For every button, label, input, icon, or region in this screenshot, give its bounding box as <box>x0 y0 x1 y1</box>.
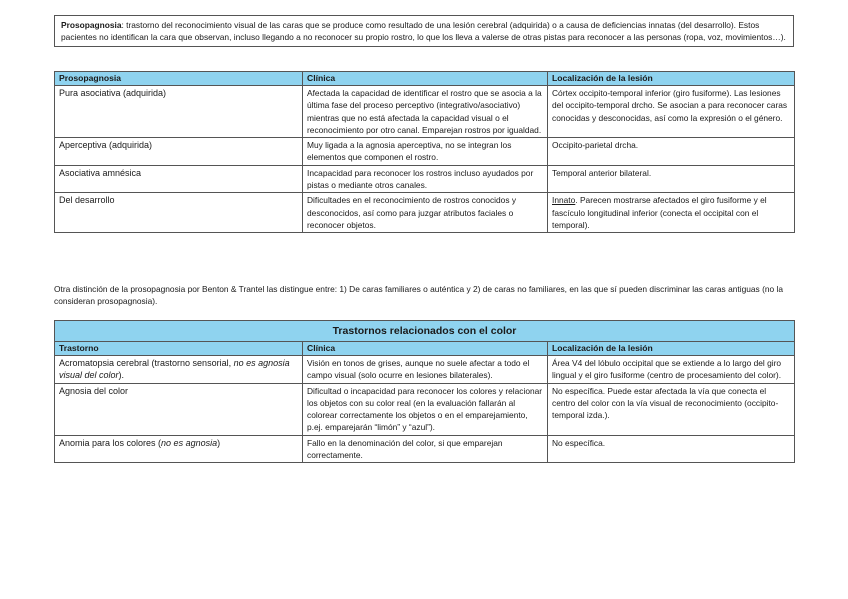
table-row <box>55 356 795 384</box>
table-row <box>55 165 795 193</box>
row-lesion <box>548 193 795 233</box>
lesion-text: . Parecen mostrarse afectados el giro fusiforme y el fascículo longitudinal inferior (conecta el occipital con el temporal). <box>552 195 767 230</box>
row-clinica: Dificultades en el reconocimiento de rostros conocidos y desconocidos, así como para juzgar atributos faciales o reconocer objetos. <box>303 193 548 233</box>
lesion-underlined: Innato <box>552 195 576 206</box>
table-header-row <box>55 72 795 86</box>
header-clinica: Clínica <box>303 72 548 86</box>
table-row <box>55 383 795 435</box>
row-type <box>55 435 303 463</box>
type-end: ). <box>118 370 125 381</box>
row-lesion: No específica. <box>548 435 795 463</box>
row-clinica: Incapacidad para reconocer los rostros incluso ayudados por pistas o mediante otros canales. <box>303 165 548 193</box>
color-disorders-table <box>54 320 795 463</box>
table-row <box>55 86 795 138</box>
table-title-row <box>55 321 795 342</box>
type-text: Acromatopsia cerebral (trastorno sensorial, <box>59 358 234 368</box>
header-prosopagnosia: Prosopagnosia <box>55 72 303 86</box>
header-trastorno: Trastorno <box>55 342 303 356</box>
header-lesion: Localización de la lesión <box>548 342 795 356</box>
definition-term: Prosopagnosia <box>61 20 122 30</box>
row-type: Aperceptiva (adquirida) <box>55 138 303 166</box>
definition-text: : trastorno del reconocimiento visual de las caras que se produce como resultado de una lesión cerebral (adquirida) o a causa de deficiencias innatas (del desarrollo). Estos pacientes no identifican la cara que observan, incluso llegando a no reconocer su propio rostro, lo que los lleva a valerse de otras pistas para reconocer a las personas (ropa, voz, movimientos…). <box>61 20 786 42</box>
header-lesion: Localización de la lesión <box>548 72 795 86</box>
table-header-row <box>55 342 795 356</box>
row-clinica: Visión en tonos de grises, aunque no suele afectar a todo el campo visual (solo ocurre en lesiones bilaterales). <box>303 356 548 384</box>
table-row <box>55 138 795 166</box>
row-type: Agnosia del color <box>55 383 303 435</box>
table-row <box>55 193 795 233</box>
row-lesion: Occipito-parietal drcha. <box>548 138 795 166</box>
table-row <box>55 435 795 463</box>
row-clinica: Dificultad o incapacidad para reconocer los colores y relacionar los objetos con su color real (en la evaluación fallarán al colorear correctamente los objetos o en el emparejamiento, p.ej. emparejarán “limón” y “azul”). <box>303 383 548 435</box>
row-clinica: Afectada la capacidad de identificar el rostro que se asocia a la última fase del proceso perceptivo (integrativo/asociativo) mientras que no está afectada la capacidad visual o el reconocimiento por otro canal. Emparejan rostros por igualdad. <box>303 86 548 138</box>
row-lesion: No específica. Puede estar afectada la vía que conecta el centro del color con la vía visual de reconocimiento (occipito-temporal izda.). <box>548 383 795 435</box>
type-text: Anomia para los colores ( <box>59 437 162 448</box>
row-lesion: Temporal anterior bilateral. <box>548 165 795 193</box>
type-end: ) <box>217 437 221 448</box>
row-type: Del desarrollo <box>55 193 303 233</box>
row-type: Asociativa amnésica <box>55 165 303 193</box>
row-clinica: Muy ligada a la agnosia aperceptiva, no se integran los elementos que componen el rostro. <box>303 138 548 166</box>
row-lesion: Córtex occipito-temporal inferior (giro fusiforme). Las lesiones del occipito-temporal drcho. Se asocian a para reconocer caras conocidas y desconocidas, así como la expresión o el género. <box>548 86 795 138</box>
table-title: Trastornos relacionados con el color <box>55 321 795 342</box>
benton-trantel-paragraph: Otra distinción de la prosopagnosia por Benton & Trantel las distingue entre: 1) De caras familiares o auténtica y 2) de caras no familiares, en las que sí pueden discriminar las caras antiguas (no la consideran prosopagnosia). <box>54 284 784 306</box>
prosopagnosia-table <box>54 71 795 233</box>
row-type <box>55 356 303 384</box>
row-clinica: Fallo en la denominación del color, si que emparejan correctamente. <box>303 435 548 463</box>
header-clinica: Clínica <box>303 342 548 356</box>
row-type: Pura asociativa (adquirida) <box>55 86 303 138</box>
type-emphasis: no es agnosia visual del color <box>59 358 290 381</box>
row-lesion: Área V4 del lóbulo occipital que se extiende a lo largo del giro lingual y el giro fusiforme (centro de procesamiento del color). <box>548 356 795 384</box>
type-emphasis: no es agnosia <box>161 437 218 448</box>
prosopagnosia-definition-box <box>54 15 794 47</box>
